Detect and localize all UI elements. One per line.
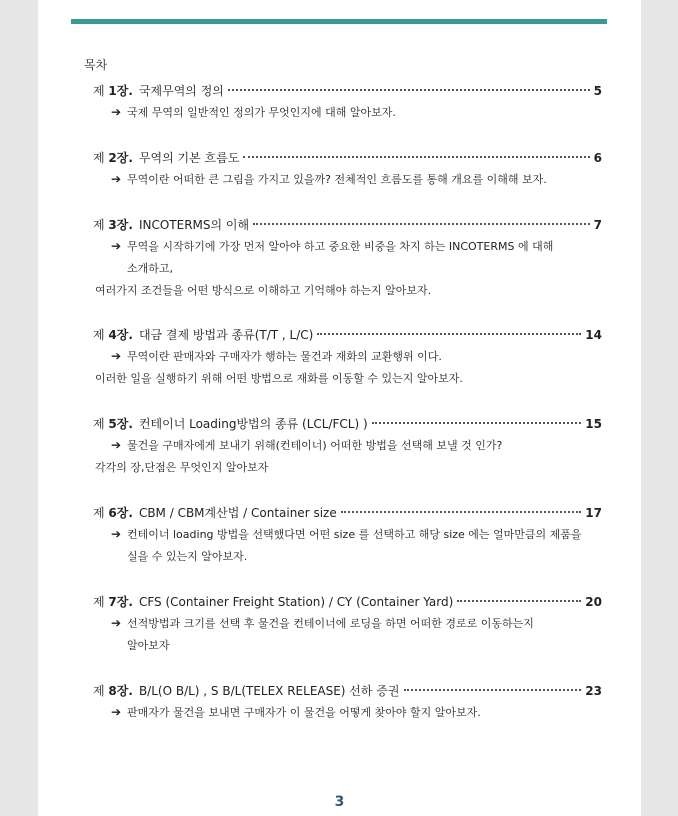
- toc-entry-3[interactable]: [93, 216, 602, 302]
- chapter-description: ➔ 선적방법과 크기를 선택 후 물건을 컨테이너에 로딩을 하면 어떠한 경로로 이동하는지 알아보자: [93, 612, 602, 657]
- chapter-title: 무역의 기본 흐름도: [138, 151, 240, 165]
- dot-leader: [404, 689, 582, 691]
- chapter-number: 제 3장.: [93, 218, 133, 232]
- chapter-description: ➔ 컨테이너 loading 방법을 선택했다면 어떤 size 를 선택하고 해당 size 에는 얼마만큼의 제품을 실을 수 있는지 알아보자.: [93, 523, 602, 568]
- dot-leader: [372, 422, 582, 424]
- chapter-page-number: 17: [585, 506, 602, 520]
- document-page: [38, 0, 641, 816]
- toc-entry-8[interactable]: [93, 682, 602, 724]
- chapter-number: 제 6장.: [93, 506, 133, 520]
- toc-heading[interactable]: [93, 216, 602, 234]
- dot-leader: [228, 89, 590, 91]
- chapter-description: ➔ 물건을 구매자에게 보내기 위해(컨테이너) 어떠한 방법을 선택해 보낼 것 인가? 각각의 장,단점은 무엇인지 알아보자: [93, 434, 602, 479]
- chapter-number: 제 4장.: [93, 328, 133, 342]
- chapter-page-number: 15: [585, 417, 602, 431]
- toc-heading[interactable]: [93, 149, 602, 167]
- chapter-number: 제 5장.: [93, 417, 133, 431]
- chapter-number: 제 2장.: [93, 151, 133, 165]
- chapter-page-number: 6: [593, 151, 602, 165]
- chapter-title: CBM / CBM계산법 / Container size: [138, 506, 337, 520]
- right-arrow-icon: ➔: [111, 527, 122, 541]
- right-arrow-icon: ➔: [111, 616, 122, 630]
- chapter-description: ➔ 무역이란 어떠한 큰 그림을 가지고 있을까? 전체적인 흐름도를 통해 개요를 이해해 보자.: [93, 168, 602, 191]
- toc-entry-6[interactable]: [93, 504, 602, 568]
- dot-leader: [253, 223, 590, 225]
- right-arrow-icon: ➔: [111, 438, 122, 452]
- chapter-title: 국제무역의 정의: [138, 84, 224, 98]
- chapter-title: 컨테이너 Loading방법의 종류 (LCL/FCL) ): [138, 417, 368, 431]
- toc-heading[interactable]: [93, 326, 602, 344]
- right-arrow-icon: ➔: [111, 105, 122, 119]
- page-number: 3: [334, 794, 345, 810]
- chapter-page-number: 14: [585, 328, 602, 342]
- chapter-description: ➔ 무역이란 판매자와 구매자가 행하는 물건과 재화의 교환행위 이다. 이러한 일을 실행하기 위해 어떤 방법으로 재화를 이동할 수 있는지 알아보자.: [93, 345, 602, 390]
- chapter-title: 대금 결제 방법과 종류(T/T , L/C): [138, 328, 314, 342]
- right-arrow-icon: ➔: [111, 172, 122, 186]
- chapter-number: 제 1장.: [93, 84, 133, 98]
- header-rule: [71, 19, 607, 24]
- chapter-title: CFS (Container Freight Station) / CY (Container Yard): [138, 595, 454, 609]
- toc-entry-4[interactable]: [93, 326, 602, 390]
- chapter-title: INCOTERMS의 이해: [138, 218, 250, 232]
- toc-entry-5[interactable]: [93, 415, 602, 479]
- toc-heading[interactable]: [93, 682, 602, 700]
- chapter-number: 제 8장.: [93, 684, 133, 698]
- toc-entry-2[interactable]: [93, 149, 602, 191]
- right-arrow-icon: ➔: [111, 349, 122, 363]
- toc-heading[interactable]: [93, 593, 602, 611]
- toc-entry-7[interactable]: [93, 593, 602, 657]
- chapter-description: ➔ 국제 무역의 일반적인 정의가 무엇인지에 대해 알아보자.: [93, 101, 602, 124]
- chapter-page-number: 5: [593, 84, 602, 98]
- toc-heading[interactable]: [93, 504, 602, 522]
- dot-leader: [457, 600, 581, 602]
- dot-leader: [317, 333, 581, 335]
- toc-heading[interactable]: [93, 82, 602, 100]
- dot-leader: [341, 511, 582, 513]
- dot-leader: [243, 156, 589, 158]
- chapter-page-number: 23: [585, 684, 602, 698]
- toc-entry-1[interactable]: [93, 82, 602, 124]
- chapter-description: ➔ 무역을 시작하기에 가장 먼저 알아야 하고 중요한 비중을 차지 하는 INCOTERMS 에 대해 소개하고, 여러가지 조건들을 어떤 방식으로 이해하고 기억해야 하는지 알아보자.: [93, 235, 602, 302]
- chapter-page-number: 7: [593, 218, 602, 232]
- toc-heading[interactable]: [93, 415, 602, 433]
- toc-title: 목차: [84, 58, 108, 72]
- chapter-title: B/L(O B/L) , S B/L(TELEX RELEASE) 선하 증권: [138, 684, 400, 698]
- right-arrow-icon: ➔: [111, 239, 122, 253]
- chapter-page-number: 20: [585, 595, 602, 609]
- chapter-number: 제 7장.: [93, 595, 133, 609]
- chapter-description: ➔ 판매자가 물건을 보내면 구매자가 이 물건을 어떻게 찾아야 할지 알아보자.: [93, 701, 602, 724]
- right-arrow-icon: ➔: [111, 705, 122, 719]
